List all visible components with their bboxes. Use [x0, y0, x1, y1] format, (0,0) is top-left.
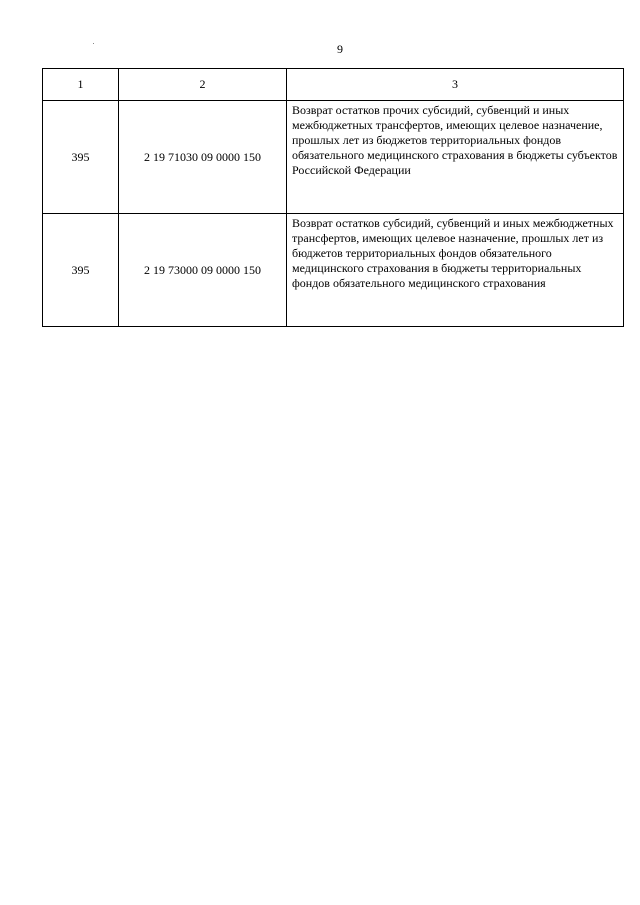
column-header-1: 1 — [43, 69, 119, 101]
table-row — [43, 214, 624, 327]
description-cell: Возврат остатков прочих субсидий, субвенций и иных межбюджетных трансфертов, имеющих целевое назначение, прошлых лет из бюджетов территориальных фондов обязательного медицинского страхования в бюджеты субъектов Российской Федерации — [287, 101, 624, 214]
table-header-row — [43, 69, 624, 101]
budget-codes-table — [42, 68, 624, 327]
column-header-3: 3 — [287, 69, 624, 101]
page-number: 9 — [337, 42, 343, 56]
admin-code-cell: 395 — [43, 101, 119, 214]
table-row — [43, 101, 624, 214]
kbk-code-cell: 2 19 73000 09 0000 150 — [119, 214, 287, 327]
description-cell: Возврат остатков субсидий, субвенций и иных межбюджетных трансфертов, имеющих целевое назначение, прошлых лет из бюджетов территориальных фондов обязательного медицинского страхования в бюджеты территориальных фондов обязательного медицинского страхования — [287, 214, 624, 327]
kbk-code-cell: 2 19 71030 09 0000 150 — [119, 101, 287, 214]
column-header-2: 2 — [119, 69, 287, 101]
admin-code-cell: 395 — [43, 214, 119, 327]
